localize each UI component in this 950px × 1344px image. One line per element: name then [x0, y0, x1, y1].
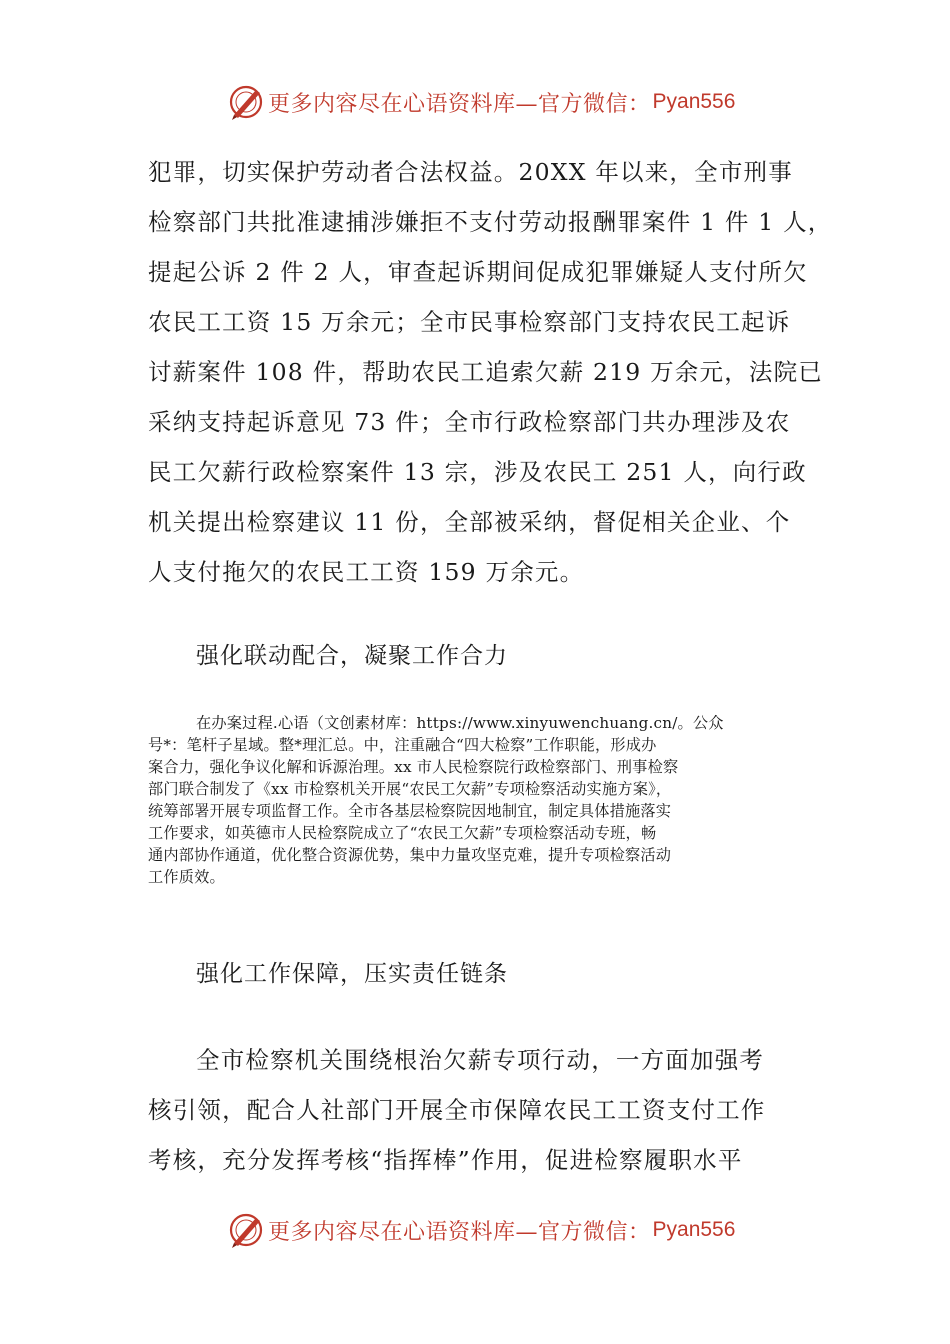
paragraph-line: 案合力，强化争议化解和诉源治理。xx 市人民检察院行政检察部门、刑事检察: [148, 758, 679, 776]
paragraph-line: 采纳支持起诉意见 73 件；全市行政检察部门共办理涉及农: [148, 408, 791, 436]
pen-logo-icon: [226, 1210, 266, 1250]
paragraph-line: 机关提出检察建议 11 份，全部被采纳，督促相关企业、个: [148, 508, 791, 536]
pen-logo-icon: [226, 82, 266, 122]
paragraph-2: [148, 712, 816, 888]
footer-banner: [226, 1208, 746, 1252]
paragraph-line: 工作质效。: [148, 868, 225, 886]
header-banner-text: 更多内容尽在心语资料库—官方微信：: [268, 91, 651, 117]
paragraph-line: 农民工工资 15 万余元；全市民事检察部门支持农民工起诉: [148, 308, 791, 336]
paragraph-line: 统筹部署开展专项监督工作。全市各基层检察院因地制宜，制定具体措施落实: [148, 802, 672, 820]
section-heading-1: 强化联动配合，凝聚工作合力: [196, 643, 508, 669]
paragraph-line: 讨薪案件 108 件，帮助农民工追索欠薪 219 万余元，法院已: [148, 358, 823, 386]
header-banner: [226, 80, 746, 124]
paragraph-line: 核引领，配合人社部门开展全市保障农民工工资支付工作: [148, 1096, 766, 1124]
paragraph-line: 号*：笔杆子星域。整*理汇总。中，注重融合“四大检察”工作职能，形成办: [148, 736, 657, 754]
paragraph-line: 民工欠薪行政检察案件 13 宗，涉及农民工 251 人，向行政: [148, 458, 807, 486]
paragraph-line: 部门联合制发了《xx 市检察机关开展“农民工欠薪”专项检察活动实施方案》，: [148, 780, 672, 798]
paragraph-line: 在办案过程.心语（文创素材库：https://www.xinyuwenchuang.cn/。公众: [196, 714, 724, 732]
footer-banner-text: 更多内容尽在心语资料库—官方微信：: [268, 1219, 651, 1245]
paragraph-line: 考核，充分发挥考核“指挥棒”作用，促进检察履职水平: [148, 1146, 743, 1174]
paragraph-line: 犯罪，切实保护劳动者合法权益。20XX 年以来，全市刑事: [148, 158, 793, 186]
paragraph-line: 检察部门共批准逮捕涉嫌拒不支付劳动报酬罪案件 1 件 1 人，: [148, 208, 833, 236]
footer-banner-wechat-id: Pyan556: [652, 1218, 736, 1241]
paragraph-line: 通内部协作通道，优化整合资源优势，集中力量攻坚克难，提升专项检察活动: [148, 846, 672, 864]
paragraph-line: 人支付拖欠的农民工工资 159 万余元。: [148, 558, 585, 586]
paragraph-line: 全市检察机关围绕根治欠薪专项行动，一方面加强考: [196, 1046, 765, 1074]
paragraph-line: 工作要求，如英德市人民检察院成立了“农民工欠薪”专项检察活动专班，畅: [148, 824, 657, 842]
header-banner-wechat-id: Pyan556: [652, 90, 736, 113]
section-heading-2: 强化工作保障，压实责任链条: [196, 961, 508, 987]
paragraph-line: 提起公诉 2 件 2 人，审查起诉期间促成犯罪嫌疑人支付所欠: [148, 258, 808, 286]
